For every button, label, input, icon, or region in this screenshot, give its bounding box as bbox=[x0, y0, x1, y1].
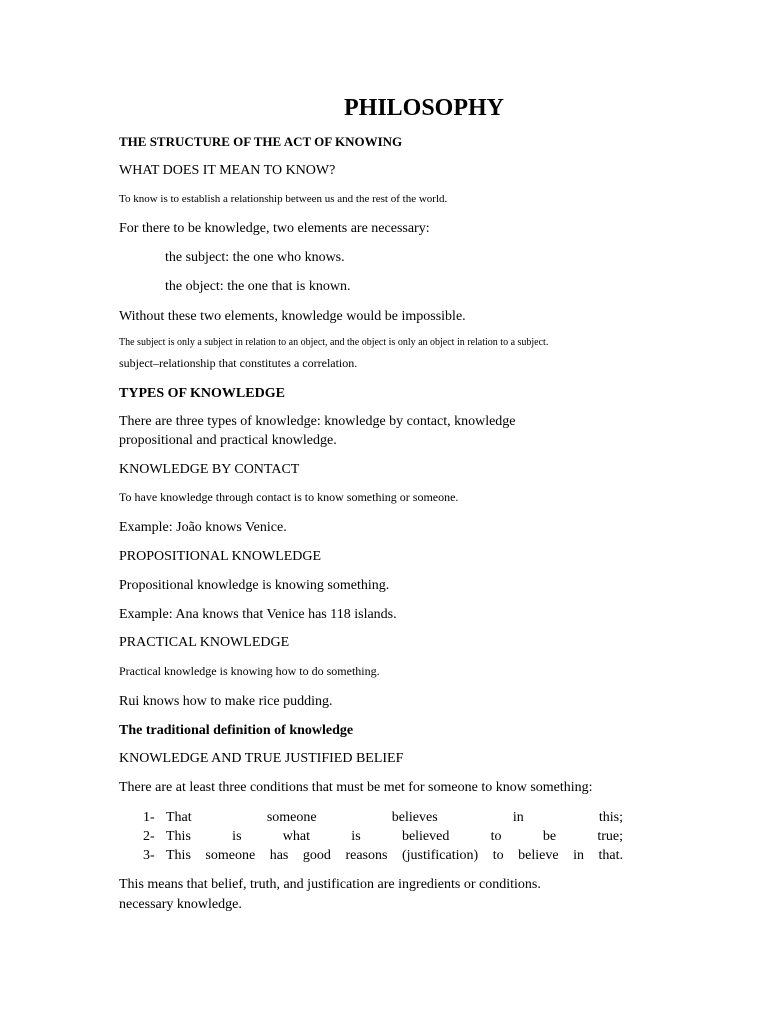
list-item-text: This is what is believed to be true; bbox=[166, 829, 623, 844]
paragraph-without: Without these two elements, knowledge would be impossible. bbox=[119, 309, 466, 324]
page-title: PHILOSOPHY bbox=[343, 95, 505, 121]
question-heading: WHAT DOES IT MEAN TO KNOW? bbox=[119, 163, 336, 178]
paragraph-subject: the subject: the one who knows. bbox=[165, 250, 345, 265]
paragraph-types-line2: propositional and practical knowledge. bbox=[119, 433, 337, 448]
paragraph-propositional-example: Example: Ana knows that Venice has 118 islands. bbox=[119, 607, 397, 622]
list-item bbox=[143, 848, 623, 864]
list-item-number: 1- bbox=[143, 810, 155, 825]
paragraph-conditions: There are at least three conditions that must be met for someone to know something: bbox=[119, 780, 593, 795]
paragraph-object: the object: the one that is known. bbox=[165, 279, 351, 294]
paragraph-practical-example: Rui knows how to make rice pudding. bbox=[119, 694, 333, 709]
list-item-number: 3- bbox=[143, 848, 155, 863]
contact-heading: KNOWLEDGE BY CONTACT bbox=[119, 462, 300, 477]
paragraph-elements: For there to be knowledge, two elements are necessary: bbox=[119, 221, 430, 236]
paragraph-propositional: Propositional knowledge is knowing something. bbox=[119, 578, 390, 593]
list-item-text: That someone believes in this; bbox=[166, 810, 623, 825]
paragraph-means-line1: This means that belief, truth, and justification are ingredients or conditions. bbox=[119, 877, 541, 892]
paragraph-practical: Practical knowledge is knowing how to do something. bbox=[119, 664, 380, 678]
jtb-heading: KNOWLEDGE AND TRUE JUSTIFIED BELIEF bbox=[119, 751, 404, 766]
list-item-text: This someone has good reasons (justification) to believe in that. bbox=[166, 848, 623, 863]
paragraph-relation-line2: subject–relationship that constitutes a correlation. bbox=[119, 356, 358, 370]
paragraph-means-line2: necessary knowledge. bbox=[119, 897, 242, 912]
paragraph-relation-line1: The subject is only a subject in relation to an object, and the object is only an object in relation to a subject. bbox=[119, 337, 549, 348]
propositional-heading: PROPOSITIONAL KNOWLEDGE bbox=[119, 549, 322, 564]
paragraph-contact-example: Example: João knows Venice. bbox=[119, 520, 287, 535]
list-item bbox=[143, 829, 623, 845]
traditional-definition-heading: The traditional definition of knowledge bbox=[119, 723, 354, 738]
list-item-number: 2- bbox=[143, 829, 155, 844]
paragraph-know: To know is to establish a relationship between us and the rest of the world. bbox=[119, 193, 448, 205]
practical-heading: PRACTICAL KNOWLEDGE bbox=[119, 635, 290, 650]
section-heading: THE STRUCTURE OF THE ACT OF KNOWING bbox=[119, 134, 403, 149]
types-heading: TYPES OF KNOWLEDGE bbox=[119, 386, 285, 401]
list-item bbox=[143, 810, 623, 826]
paragraph-types-line1: There are three types of knowledge: knowledge by contact, knowledge bbox=[119, 414, 516, 429]
paragraph-contact: To have knowledge through contact is to know something or someone. bbox=[119, 490, 459, 504]
